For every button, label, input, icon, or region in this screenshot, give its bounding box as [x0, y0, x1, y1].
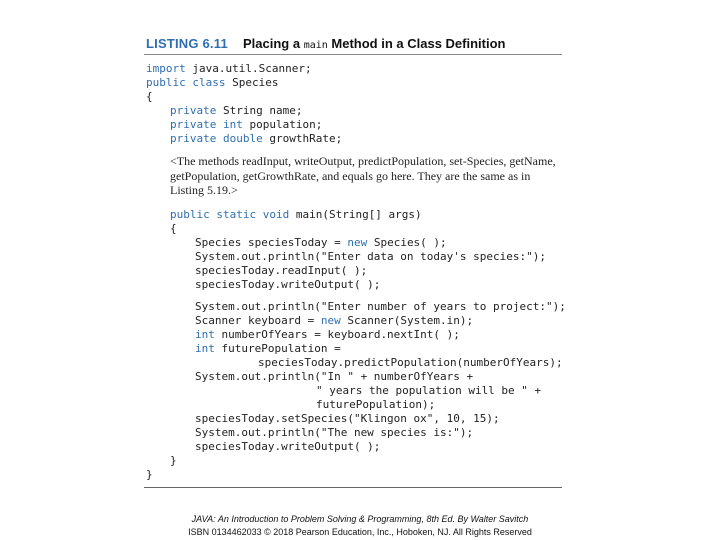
bottom-rule [144, 487, 562, 488]
method-comment: <The methods readInput, writeOutput, predictPopulation, set-Species, getName, getPopulation, getGrowthRate, and equals go here. They are the same as in Listing 5.19.> [170, 154, 556, 197]
code-line: } [146, 468, 153, 481]
listing-title [243, 36, 505, 51]
code-line: private String name; [170, 104, 303, 117]
listing-label: LISTING 6.11 [146, 36, 228, 51]
code-line: int numberOfYears = keyboard.nextInt( ); [195, 328, 460, 341]
code-line: speciesToday.writeOutput( ); [195, 440, 381, 453]
code-line: Species speciesToday = new Species( ); [195, 236, 447, 249]
code-line: speciesToday.setSpecies("Klingon ox", 10, 15); [195, 412, 500, 425]
code-line: futurePopulation); [316, 398, 436, 411]
code-line: private double growthRate; [170, 132, 343, 145]
code-line: System.out.println("Enter number of years to project:"); [195, 300, 566, 313]
copyright-line: ISBN 0134462033 © 2018 Pearson Education, Inc., Hoboken, NJ. All Rights Reserved [188, 527, 532, 537]
code-line: public static void main(String[] args) [170, 208, 422, 221]
code-line: System.out.println("The new species is:"); [195, 426, 474, 439]
code-line: speciesToday.predictPopulation(numberOfYears); [258, 356, 563, 369]
code-line: Scanner keyboard = new Scanner(System.in); [195, 314, 474, 327]
code-line: speciesToday.readInput( ); [195, 264, 368, 277]
book-citation: JAVA: An Introduction to Problem Solving & Programming, 8th Ed. By Walter Savitch [191, 514, 529, 524]
code-line: " years the population will be " + [316, 384, 542, 397]
code-line: private int population; [170, 118, 323, 131]
code-line: System.out.println("Enter data on today's species:"); [195, 250, 546, 263]
code-line: { [170, 222, 177, 235]
code-line: speciesToday.writeOutput( ); [195, 278, 381, 291]
listing-title-prefix: Placing a [243, 36, 304, 51]
code-line: } [170, 454, 177, 467]
code-line: int futurePopulation = [195, 342, 341, 355]
listing-title-code: main [303, 40, 328, 51]
code-line: { [146, 90, 153, 103]
listing-title-suffix: Method in a Class Definition [327, 36, 506, 51]
code-line: public class Species [146, 76, 279, 89]
listing-header [144, 34, 562, 55]
code-line: import java.util.Scanner; [146, 62, 312, 75]
code-line: System.out.println("In " + numberOfYears + [195, 370, 474, 383]
